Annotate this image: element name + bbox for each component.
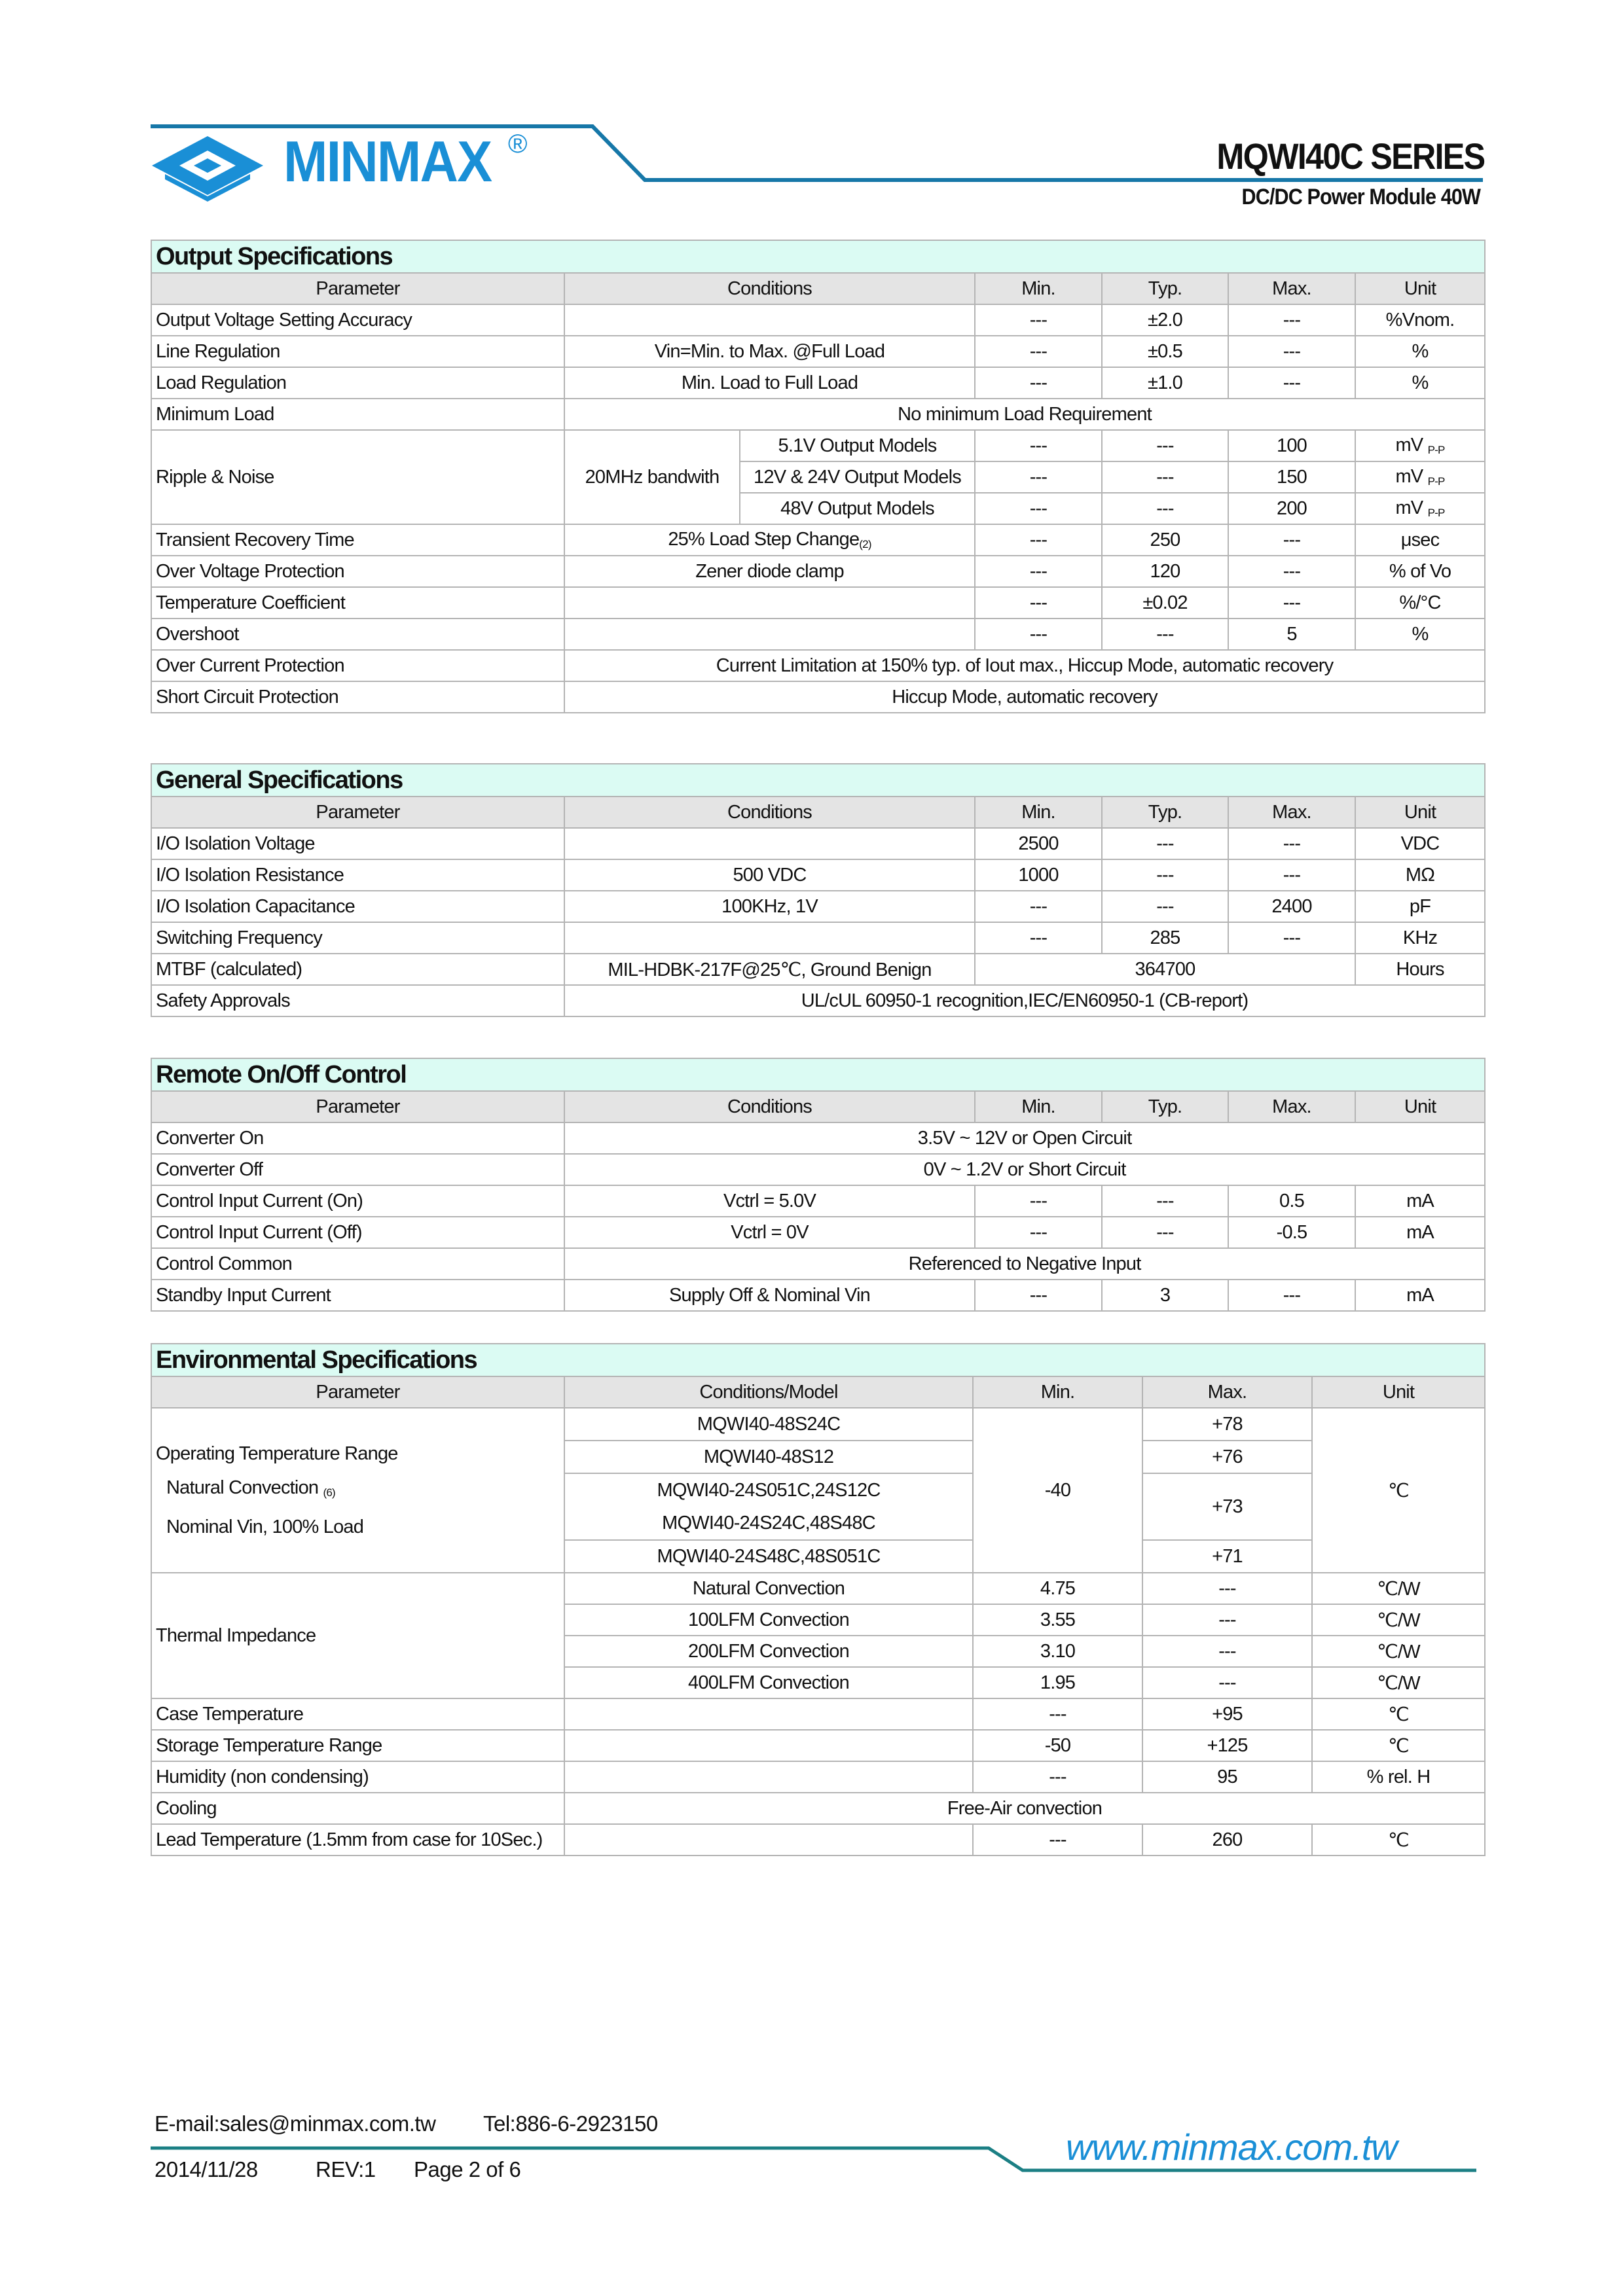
table-cell: I/O Isolation Capacitance: [151, 891, 564, 922]
website-link[interactable]: www.minmax.com.tw: [1066, 2126, 1397, 2168]
table-row: [151, 556, 1485, 587]
table-cell: ---: [975, 922, 1102, 954]
table-cell: 0.5: [1228, 1185, 1355, 1217]
table-cell: Hours: [1355, 954, 1485, 985]
table-cell: 1.95: [973, 1667, 1142, 1698]
table-cell: 1000: [975, 859, 1102, 891]
table-cell: ---: [1228, 367, 1355, 399]
table-cell: 5.1V Output Models: [740, 430, 975, 461]
table-cell: ---: [975, 524, 1102, 556]
table-row: [151, 1248, 1485, 1280]
table-cell: ℃: [1312, 1730, 1485, 1761]
table-cell: 2400: [1228, 891, 1355, 922]
table-cell: Vin=Min. to Max. @Full Load: [564, 336, 975, 367]
table-cell: 260: [1142, 1824, 1312, 1856]
table-cell: ---: [1102, 828, 1228, 859]
table-cell: mV $_{P-P}$: [1355, 461, 1485, 493]
table-cell: +76: [1142, 1441, 1312, 1473]
table-cell: Minimum Load: [151, 399, 564, 430]
section-title: Remote On/Off Control: [151, 1058, 1485, 1091]
table-cell: Transient Recovery Time: [151, 524, 564, 556]
table-cell: ℃/W: [1312, 1636, 1485, 1667]
section-title: Environmental Specifications: [151, 1344, 1485, 1376]
environmental-specifications-table: [151, 1343, 1486, 1856]
table-cell: Min.: [975, 1091, 1102, 1122]
table-cell: ---: [1142, 1573, 1312, 1604]
table-cell: %/°C: [1355, 587, 1485, 619]
table-cell: ---: [1102, 493, 1228, 524]
table-cell: Humidity (non condensing): [151, 1761, 564, 1793]
table-cell: -50: [973, 1730, 1142, 1761]
table-cell: Hiccup Mode, automatic recovery: [564, 681, 1485, 713]
table-cell: ±0.5: [1102, 336, 1228, 367]
table-cell: Parameter: [151, 1376, 564, 1408]
table-cell: ---: [973, 1761, 1142, 1793]
table-row: [151, 985, 1485, 1016]
table-cell: ---: [1228, 859, 1355, 891]
table-cell: [564, 922, 975, 954]
table-cell: Unit: [1355, 797, 1485, 828]
table-cell: ---: [1228, 524, 1355, 556]
table-cell: ---: [975, 619, 1102, 650]
table-cell: Min. Load to Full Load: [564, 367, 975, 399]
table-cell: ---: [1142, 1636, 1312, 1667]
col-header: Conditions: [564, 273, 975, 304]
table-row: [151, 587, 1485, 619]
table-cell: %: [1355, 619, 1485, 650]
table-row: [151, 1573, 1485, 1604]
col-header: Parameter: [151, 273, 564, 304]
table-cell: pF: [1355, 891, 1485, 922]
table-cell: Thermal Impedance: [151, 1573, 564, 1698]
table-cell: 100LFM Convection: [564, 1604, 973, 1636]
table-cell: ---: [1228, 336, 1355, 367]
table-cell: ---: [975, 367, 1102, 399]
table-cell: Short Circuit Protection: [151, 681, 564, 713]
table-cell: ---: [1102, 891, 1228, 922]
table-cell: μsec: [1355, 524, 1485, 556]
table-row: [151, 1122, 1485, 1154]
table-cell: Load Regulation: [151, 367, 564, 399]
table-cell: ---: [975, 1280, 1102, 1311]
table-row: [151, 828, 1485, 859]
table-cell: 285: [1102, 922, 1228, 954]
table-cell: 500 VDC: [564, 859, 975, 891]
table-cell: Parameter: [151, 797, 564, 828]
table-row: [151, 367, 1485, 399]
operating-temp-param: Operating Temperature Range Natural Convection $_{(6)}$ Nominal Vin, 100% Load: [151, 1408, 564, 1573]
table-cell: KHz: [1355, 922, 1485, 954]
table-cell: Converter On: [151, 1122, 564, 1154]
table-cell: +78: [1142, 1408, 1312, 1441]
table-cell: 364700: [975, 954, 1355, 985]
table-cell: 120: [1102, 556, 1228, 587]
table-cell: Control Input Current (On): [151, 1185, 564, 1217]
table-cell: mA: [1355, 1185, 1485, 1217]
table-cell: ---: [1102, 619, 1228, 650]
table-row: [151, 524, 1485, 556]
table-cell: mV $_{P-P}$: [1355, 430, 1485, 461]
table-cell: [564, 1824, 973, 1856]
table-row: [151, 336, 1485, 367]
table-cell: Over Voltage Protection: [151, 556, 564, 587]
table-cell: +125: [1142, 1730, 1312, 1761]
table-cell: ---: [1142, 1667, 1312, 1698]
table-cell: Max.: [1228, 797, 1355, 828]
table-cell: 0V ~ 1.2V or Short Circuit: [564, 1154, 1485, 1185]
col-header: Min.: [975, 273, 1102, 304]
table-cell: ---: [975, 461, 1102, 493]
table-cell: mA: [1355, 1217, 1485, 1248]
table-cell: ---: [1102, 430, 1228, 461]
registered-mark: ®: [508, 130, 528, 158]
table-cell: Output Voltage Setting Accuracy: [151, 304, 564, 336]
table-cell: ℃: [1312, 1698, 1485, 1730]
footer-tel: Tel:886-6-2923150: [483, 2111, 658, 2136]
table-cell: 12V & 24V Output Models: [740, 461, 975, 493]
table-cell: 3.55: [973, 1604, 1142, 1636]
table-cell: Over Current Protection: [151, 650, 564, 681]
table-cell: ---: [975, 430, 1102, 461]
table-cell: Vctrl = 0V: [564, 1217, 975, 1248]
table-cell: 3.10: [973, 1636, 1142, 1667]
footer-page-number: Page 2 of 6: [414, 2157, 521, 2181]
table-cell: ---: [975, 1185, 1102, 1217]
table-row: [151, 1698, 1485, 1730]
table-row: [151, 304, 1485, 336]
table-row: [151, 1185, 1485, 1217]
table-row: [151, 399, 1485, 430]
table-cell: Unit: [1355, 1091, 1485, 1122]
table-cell: [564, 1730, 973, 1761]
minmax-logo-icon: [152, 136, 263, 202]
table-row: [151, 430, 1485, 461]
table-cell: Supply Off & Nominal Vin: [564, 1280, 975, 1311]
table-cell: Cooling: [151, 1793, 564, 1824]
table-row: [151, 891, 1485, 922]
table-row: [151, 922, 1485, 954]
table-row: [151, 1793, 1485, 1824]
table-cell: Ripple & Noise: [151, 430, 564, 524]
table-cell: ---: [975, 493, 1102, 524]
series-title: MQWI40C SERIES: [1216, 135, 1484, 177]
table-cell: Conditions/Model: [564, 1376, 973, 1408]
table-header: [151, 273, 1485, 304]
table-cell: MIL-HDBK-217F@25℃, Ground Benign: [564, 954, 975, 985]
table-cell: 25% Load Step Change$_{(2)}$: [564, 524, 975, 556]
footer-email: E-mail:sales@minmax.com.tw: [155, 2111, 436, 2136]
table-cell: +73: [1142, 1473, 1312, 1540]
table-cell: MTBF (calculated): [151, 954, 564, 985]
table-cell: 3.5V ~ 12V or Open Circuit: [564, 1122, 1485, 1154]
table-cell: 95: [1142, 1761, 1312, 1793]
table-row: [151, 1408, 1485, 1441]
table-cell: Storage Temperature Range: [151, 1730, 564, 1761]
table-cell: 200LFM Convection: [564, 1636, 973, 1667]
table-cell: Referenced to Negative Input: [564, 1248, 1485, 1280]
table-cell: Conditions: [564, 1091, 975, 1122]
table-cell: [564, 1698, 973, 1730]
table-cell: Free-Air convection: [564, 1793, 1485, 1824]
table-cell: Standby Input Current: [151, 1280, 564, 1311]
table-cell: Case Temperature: [151, 1698, 564, 1730]
table-row: [151, 1730, 1485, 1761]
table-cell: Lead Temperature (1.5mm from case for 10Sec.): [151, 1824, 564, 1856]
footer-date: 2014/11/28: [155, 2157, 258, 2181]
table-cell: MQWI40-24S48C,48S051C: [564, 1540, 973, 1573]
table-cell: Zener diode clamp: [564, 556, 975, 587]
table-cell: ---: [1102, 461, 1228, 493]
table-cell: ±0.02: [1102, 587, 1228, 619]
table-cell: MQWI40-48S12: [564, 1441, 973, 1473]
table-cell: %Vnom.: [1355, 304, 1485, 336]
product-subtitle: DC/DC Power Module 40W: [1241, 185, 1480, 209]
table-row: [151, 681, 1485, 713]
col-header: Typ.: [1102, 273, 1228, 304]
table-cell: ---: [1102, 1185, 1228, 1217]
table-cell: ℃: [1312, 1824, 1485, 1856]
table-cell: 100: [1228, 430, 1355, 461]
table-cell: Overshoot: [151, 619, 564, 650]
footer-revision: REV:1: [316, 2157, 376, 2181]
table-row: [151, 859, 1485, 891]
table-cell: +71: [1142, 1540, 1312, 1573]
table-cell: Min.: [973, 1376, 1142, 1408]
table-cell: Control Input Current (Off): [151, 1217, 564, 1248]
table-cell: ---: [1228, 556, 1355, 587]
remote-control-table: [151, 1058, 1486, 1312]
table-cell: [564, 828, 975, 859]
table-cell: %: [1355, 336, 1485, 367]
table-cell: -40: [973, 1408, 1142, 1573]
table-row: [151, 619, 1485, 650]
table-cell: Safety Approvals: [151, 985, 564, 1016]
table-cell: [564, 587, 975, 619]
table-cell: MQWI40-48S24C: [564, 1408, 973, 1441]
table-cell: 4.75: [973, 1573, 1142, 1604]
table-cell: I/O Isolation Resistance: [151, 859, 564, 891]
table-cell: Vctrl = 5.0V: [564, 1185, 975, 1217]
table-cell: 200: [1228, 493, 1355, 524]
table-cell: Parameter: [151, 1091, 564, 1122]
table-cell: 150: [1228, 461, 1355, 493]
table-cell: Unit: [1312, 1376, 1485, 1408]
table-cell: +95: [1142, 1698, 1312, 1730]
table-cell: ---: [973, 1824, 1142, 1856]
table-cell: Min.: [975, 797, 1102, 828]
table-cell: MΩ: [1355, 859, 1485, 891]
table-cell: Typ.: [1102, 1091, 1228, 1122]
table-cell: UL/cUL 60950-1 recognition,IEC/EN60950-1 (CB-report): [564, 985, 1485, 1016]
section-title: Output Specifications: [151, 240, 1485, 273]
table-cell: ---: [975, 587, 1102, 619]
table-cell: ---: [1228, 1280, 1355, 1311]
table-cell: [564, 619, 975, 650]
table-cell: [564, 304, 975, 336]
table-row: [151, 1280, 1485, 1311]
table-cell: Max.: [1142, 1376, 1312, 1408]
table-cell: mA: [1355, 1280, 1485, 1311]
table-row: [151, 1217, 1485, 1248]
table-cell: mV $_{P-P}$: [1355, 493, 1485, 524]
table-cell: 5: [1228, 619, 1355, 650]
col-header: Max.: [1228, 273, 1355, 304]
table-cell: I/O Isolation Voltage: [151, 828, 564, 859]
output-specifications-table: [151, 240, 1486, 713]
table-cell: ---: [975, 1217, 1102, 1248]
table-cell: 48V Output Models: [740, 493, 975, 524]
col-header: Unit: [1355, 273, 1485, 304]
table-header: [151, 1091, 1485, 1122]
table-cell: 20MHz bandwith: [564, 430, 740, 524]
table-cell: ---: [975, 556, 1102, 587]
table-cell: 100KHz, 1V: [564, 891, 975, 922]
table-cell: % of Vo: [1355, 556, 1485, 587]
table-cell: ---: [1142, 1604, 1312, 1636]
table-cell: ℃/W: [1312, 1604, 1485, 1636]
table-cell: 400LFM Convection: [564, 1667, 973, 1698]
table-cell: ---: [1102, 859, 1228, 891]
table-cell: -0.5: [1228, 1217, 1355, 1248]
table-cell: ---: [1228, 304, 1355, 336]
table-header: [151, 1376, 1485, 1408]
table-cell: ---: [1228, 828, 1355, 859]
table-header: [151, 797, 1485, 828]
table-cell: Natural Convection: [564, 1573, 973, 1604]
table-cell: ---: [973, 1698, 1142, 1730]
table-cell: Typ.: [1102, 797, 1228, 828]
table-cell: ---: [1228, 587, 1355, 619]
table-cell: Switching Frequency: [151, 922, 564, 954]
table-cell: ---: [975, 304, 1102, 336]
table-cell: ---: [975, 336, 1102, 367]
table-cell: 3: [1102, 1280, 1228, 1311]
table-cell: %: [1355, 367, 1485, 399]
table-cell: Converter Off: [151, 1154, 564, 1185]
table-cell: ±1.0: [1102, 367, 1228, 399]
table-row: [151, 1824, 1485, 1856]
table-cell: [564, 1761, 973, 1793]
table-row: [151, 650, 1485, 681]
section-title: General Specifications: [151, 764, 1485, 797]
table-cell: ---: [975, 891, 1102, 922]
table-cell: 250: [1102, 524, 1228, 556]
table-cell: Temperature Coefficient: [151, 587, 564, 619]
table-cell: ℃/W: [1312, 1573, 1485, 1604]
brand-logo-text: MINMAX: [283, 129, 492, 194]
table-cell: Conditions: [564, 797, 975, 828]
table-cell: ℃: [1312, 1408, 1485, 1573]
table-cell: Current Limitation at 150% typ. of Iout max., Hiccup Mode, automatic recovery: [564, 650, 1485, 681]
table-cell: MQWI40-24S051C,24S12C MQWI40-24S24C,48S48C: [564, 1473, 973, 1540]
table-row: [151, 1154, 1485, 1185]
table-cell: No minimum Load Requirement: [564, 399, 1485, 430]
table-cell: ---: [1228, 922, 1355, 954]
table-cell: Line Regulation: [151, 336, 564, 367]
table-cell: ---: [1102, 1217, 1228, 1248]
table-row: [151, 1761, 1485, 1793]
general-specifications-table: [151, 763, 1486, 1017]
table-cell: % rel. H: [1312, 1761, 1485, 1793]
table-cell: ±2.0: [1102, 304, 1228, 336]
table-cell: VDC: [1355, 828, 1485, 859]
table-row: [151, 954, 1485, 985]
table-cell: 2500: [975, 828, 1102, 859]
table-cell: ℃/W: [1312, 1667, 1485, 1698]
table-cell: Control Common: [151, 1248, 564, 1280]
table-cell: Max.: [1228, 1091, 1355, 1122]
